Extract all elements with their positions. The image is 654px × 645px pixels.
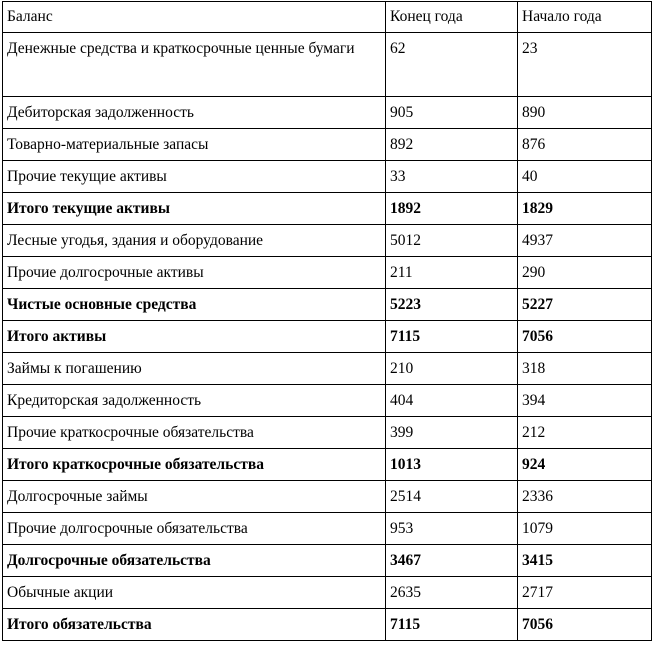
row-year-start-value: 924 bbox=[518, 449, 652, 481]
row-year-start-value: 290 bbox=[518, 257, 652, 289]
table-row bbox=[3, 417, 652, 449]
table-row bbox=[3, 513, 652, 545]
table-row bbox=[3, 577, 652, 609]
table-row bbox=[3, 193, 652, 225]
row-name: Итого активы bbox=[3, 321, 386, 353]
row-year-end-value: 3467 bbox=[386, 545, 518, 577]
row-year-start-value: 7056 bbox=[518, 609, 652, 641]
row-year-start-value: 1829 bbox=[518, 193, 652, 225]
row-year-end-value: 1892 bbox=[386, 193, 518, 225]
table-row bbox=[3, 545, 652, 577]
row-year-end-value: 892 bbox=[386, 129, 518, 161]
row-year-start-value: 876 bbox=[518, 129, 652, 161]
row-name: Чистые основные средства bbox=[3, 289, 386, 321]
row-year-start-value: 23 bbox=[518, 33, 652, 97]
row-year-start-value: 2717 bbox=[518, 577, 652, 609]
table-row bbox=[3, 481, 652, 513]
row-year-end-value: 62 bbox=[386, 33, 518, 97]
table-body bbox=[3, 33, 652, 641]
row-year-end-value: 211 bbox=[386, 257, 518, 289]
row-year-start-value: 3415 bbox=[518, 545, 652, 577]
header-balance: Баланс bbox=[3, 2, 386, 33]
row-year-end-value: 5012 bbox=[386, 225, 518, 257]
row-year-start-value: 394 bbox=[518, 385, 652, 417]
row-name: Лесные угодья, здания и оборудование bbox=[3, 225, 386, 257]
row-name: Займы к погашению bbox=[3, 353, 386, 385]
row-name: Прочие текущие активы bbox=[3, 161, 386, 193]
header-year-end: Конец года bbox=[386, 2, 518, 33]
table-row bbox=[3, 161, 652, 193]
table-row bbox=[3, 385, 652, 417]
row-year-end-value: 7115 bbox=[386, 609, 518, 641]
row-year-start-value: 1079 bbox=[518, 513, 652, 545]
row-name: Итого обязательства bbox=[3, 609, 386, 641]
row-name: Прочие долгосрочные активы bbox=[3, 257, 386, 289]
row-year-end-value: 2635 bbox=[386, 577, 518, 609]
row-name: Долгосрочные обязательства bbox=[3, 545, 386, 577]
balance-table bbox=[2, 1, 652, 641]
row-name: Товарно-материальные запасы bbox=[3, 129, 386, 161]
row-year-start-value: 40 bbox=[518, 161, 652, 193]
row-year-end-value: 905 bbox=[386, 97, 518, 129]
header-row bbox=[3, 2, 652, 33]
row-year-start-value: 2336 bbox=[518, 481, 652, 513]
table-row bbox=[3, 353, 652, 385]
row-year-start-value: 890 bbox=[518, 97, 652, 129]
table-row bbox=[3, 449, 652, 481]
row-name: Обычные акции bbox=[3, 577, 386, 609]
table-row bbox=[3, 97, 652, 129]
row-year-start-value: 318 bbox=[518, 353, 652, 385]
row-year-start-value: 4937 bbox=[518, 225, 652, 257]
row-name: Итого текущие активы bbox=[3, 193, 386, 225]
row-year-start-value: 7056 bbox=[518, 321, 652, 353]
row-year-end-value: 404 bbox=[386, 385, 518, 417]
row-name: Денежные средства и краткосрочные ценные бумаги bbox=[3, 33, 386, 97]
table-row bbox=[3, 289, 652, 321]
row-year-start-value: 5227 bbox=[518, 289, 652, 321]
row-year-end-value: 33 bbox=[386, 161, 518, 193]
row-year-end-value: 210 bbox=[386, 353, 518, 385]
table-row bbox=[3, 321, 652, 353]
row-year-end-value: 1013 bbox=[386, 449, 518, 481]
row-year-end-value: 5223 bbox=[386, 289, 518, 321]
row-name: Дебиторская задолженность bbox=[3, 97, 386, 129]
row-year-start-value: 212 bbox=[518, 417, 652, 449]
table-row bbox=[3, 129, 652, 161]
row-year-end-value: 399 bbox=[386, 417, 518, 449]
row-name: Долгосрочные займы bbox=[3, 481, 386, 513]
row-name: Прочие краткосрочные обязательства bbox=[3, 417, 386, 449]
table-row bbox=[3, 609, 652, 641]
row-name: Кредиторская задолженность bbox=[3, 385, 386, 417]
row-name: Итого краткосрочные обязательства bbox=[3, 449, 386, 481]
row-year-end-value: 7115 bbox=[386, 321, 518, 353]
row-year-end-value: 953 bbox=[386, 513, 518, 545]
table-header bbox=[3, 2, 652, 33]
row-year-end-value: 2514 bbox=[386, 481, 518, 513]
header-year-start: Начало года bbox=[518, 2, 652, 33]
table-row bbox=[3, 225, 652, 257]
table-row bbox=[3, 257, 652, 289]
table-row bbox=[3, 33, 652, 97]
row-name: Прочие долгосрочные обязательства bbox=[3, 513, 386, 545]
